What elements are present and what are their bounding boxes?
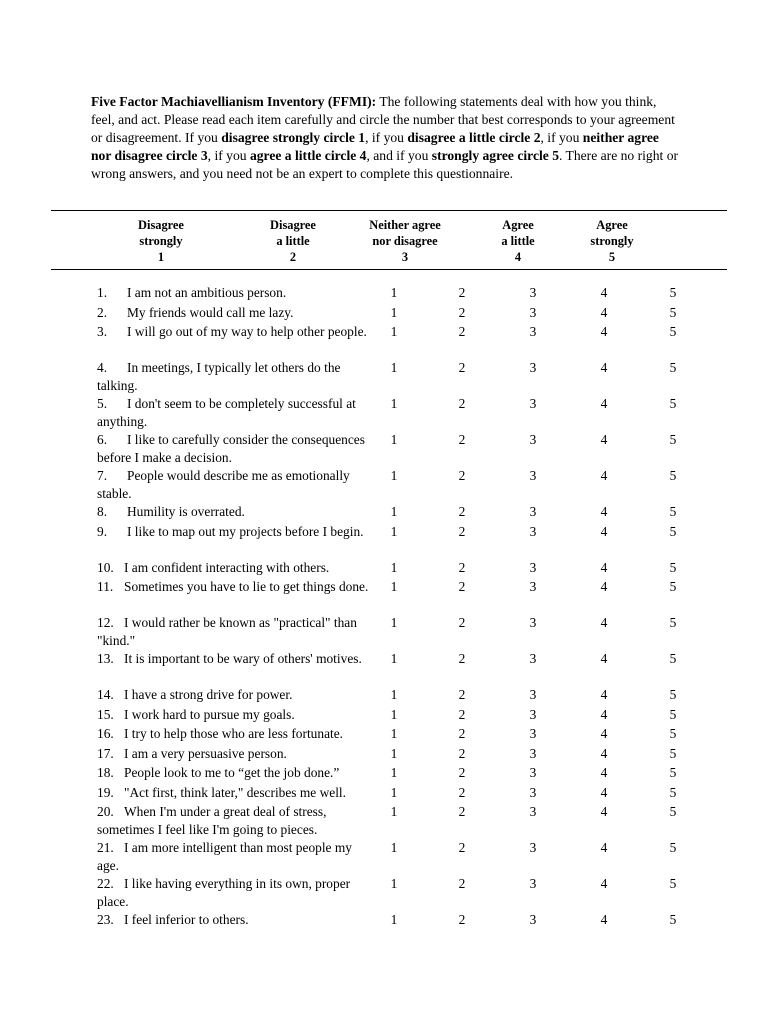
- response-option-4[interactable]: 4: [600, 504, 608, 519]
- response-option-2[interactable]: 2: [458, 304, 466, 320]
- response-option-1[interactable]: 1: [390, 687, 398, 702]
- item-row: [0, 431, 768, 467]
- response-option-2[interactable]: 2: [458, 912, 466, 927]
- response-option-5[interactable]: 5: [669, 784, 677, 800]
- item-statement: [97, 784, 377, 802]
- item-text: Humility is overrated.: [127, 504, 245, 519]
- response-option-1[interactable]: 1: [390, 523, 398, 539]
- item-row: [0, 304, 768, 324]
- item-number: 9.: [97, 523, 108, 539]
- response-option-5[interactable]: 5: [669, 559, 677, 575]
- item-text: In meetings, I typically let others do the talking.: [97, 360, 341, 393]
- item-text: "Act first, think later," describes me well.: [124, 784, 346, 800]
- response-option-5[interactable]: 5: [669, 912, 677, 927]
- response-option-3[interactable]: 3: [529, 615, 537, 630]
- response-option-3[interactable]: 3: [529, 324, 537, 339]
- item-text: People look to me to “get the job done.”: [124, 765, 340, 780]
- response-option-5[interactable]: 5: [669, 285, 677, 300]
- item-text: I work hard to pursue my goals.: [124, 706, 295, 722]
- item-statement: [97, 839, 377, 875]
- response-option-1[interactable]: 1: [390, 360, 398, 375]
- response-option-4[interactable]: 4: [600, 706, 608, 722]
- item-statement: [97, 875, 377, 911]
- response-option-4[interactable]: 4: [600, 765, 608, 780]
- response-option-4[interactable]: 4: [600, 876, 608, 891]
- item-statement: [97, 725, 377, 743]
- response-option-2[interactable]: 2: [458, 876, 466, 891]
- response-option-3[interactable]: 3: [529, 765, 537, 780]
- response-option-1[interactable]: 1: [390, 745, 398, 761]
- response-option-4[interactable]: 4: [600, 559, 608, 575]
- response-option-2[interactable]: 2: [458, 504, 466, 519]
- response-option-5[interactable]: 5: [669, 706, 677, 722]
- response-option-3[interactable]: 3: [529, 360, 537, 375]
- response-option-1[interactable]: 1: [390, 559, 398, 575]
- scale-header-1: Disagree strongly 1: [138, 218, 184, 264]
- item-row: [0, 578, 768, 614]
- response-option-5[interactable]: 5: [669, 324, 677, 339]
- response-option-2[interactable]: 2: [458, 687, 466, 702]
- response-option-4[interactable]: 4: [600, 523, 608, 539]
- response-option-3[interactable]: 3: [529, 784, 537, 800]
- item-row: [0, 503, 768, 523]
- item-row: [0, 745, 768, 765]
- item-number: 20.: [97, 804, 114, 819]
- response-option-5[interactable]: 5: [669, 876, 677, 891]
- instructions-paragraph: Five Factor Machiavellianism Inventory (FFMI): The following statements deal with how you think, feel, and act. Please read each item carefully and circle the number that best corresponds to your agreement or disagreement. If you disagree strongly circle 1, if you disagree a little circle 2, if you neither agree nor disagree circle 3, if you agree a little circle 4, and if you strongly agree circle 5. There are no right or wrong answers, and you need not be an expert to complete this questionnaire.: [91, 94, 679, 181]
- response-option-3[interactable]: 3: [529, 804, 537, 819]
- item-row: [0, 803, 768, 839]
- item-statement: [97, 578, 377, 596]
- response-option-1[interactable]: 1: [390, 324, 398, 339]
- response-option-3[interactable]: 3: [529, 579, 537, 594]
- response-option-4[interactable]: 4: [600, 360, 608, 375]
- response-option-3[interactable]: 3: [529, 745, 537, 761]
- response-option-5[interactable]: 5: [669, 615, 677, 630]
- item-number: 5.: [97, 396, 108, 411]
- response-option-2[interactable]: 2: [458, 840, 466, 855]
- response-option-2[interactable]: 2: [458, 559, 466, 575]
- scale-header-2: Disagree a little 2: [270, 218, 316, 264]
- response-option-1[interactable]: 1: [390, 804, 398, 819]
- item-number: 11.: [97, 579, 114, 594]
- item-text: When I'm under a great deal of stress, sometimes I feel like I'm going to pieces.: [97, 804, 327, 837]
- response-option-4[interactable]: 4: [600, 804, 608, 819]
- item-statement: [97, 431, 377, 467]
- response-option-1[interactable]: 1: [390, 651, 398, 666]
- response-option-4[interactable]: 4: [600, 840, 608, 855]
- scale-header-5: Agree strongly 5: [590, 218, 634, 264]
- item-statement: [97, 706, 377, 724]
- response-option-4[interactable]: 4: [600, 579, 608, 594]
- item-row: [0, 784, 768, 804]
- item-statement: [97, 304, 377, 322]
- response-option-1[interactable]: 1: [390, 304, 398, 320]
- response-option-2[interactable]: 2: [458, 651, 466, 666]
- item-number: 13.: [97, 651, 114, 666]
- item-number: 6.: [97, 432, 108, 447]
- item-number: 3.: [97, 324, 108, 339]
- response-option-4[interactable]: 4: [600, 432, 608, 447]
- response-option-2[interactable]: 2: [458, 360, 466, 375]
- response-option-3[interactable]: 3: [529, 523, 537, 539]
- item-number: 23.: [97, 912, 114, 927]
- response-option-1[interactable]: 1: [390, 706, 398, 722]
- item-number: 2.: [97, 304, 108, 320]
- item-text: I will go out of my way to help other people.: [127, 324, 367, 339]
- response-option-1[interactable]: 1: [390, 396, 398, 411]
- top-rule: [51, 210, 727, 211]
- response-option-1[interactable]: 1: [390, 726, 398, 741]
- item-row: [0, 523, 768, 559]
- response-option-3[interactable]: 3: [529, 726, 537, 741]
- response-option-3[interactable]: 3: [529, 504, 537, 519]
- item-row: [0, 323, 768, 359]
- item-number: 4.: [97, 360, 108, 375]
- response-option-2[interactable]: 2: [458, 324, 466, 339]
- item-text: I don't seem to be completely successful at anything.: [97, 396, 356, 429]
- response-option-5[interactable]: 5: [669, 468, 677, 483]
- response-option-4[interactable]: 4: [600, 651, 608, 666]
- item-number: 8.: [97, 504, 108, 519]
- item-number: 21.: [97, 840, 114, 855]
- response-option-5[interactable]: 5: [669, 360, 677, 375]
- response-option-5[interactable]: 5: [669, 840, 677, 855]
- item-text: Sometimes you have to lie to get things done.: [124, 579, 369, 594]
- response-option-3[interactable]: 3: [529, 432, 537, 447]
- response-option-2[interactable]: 2: [458, 579, 466, 594]
- response-option-2[interactable]: 2: [458, 396, 466, 411]
- item-statement: [97, 359, 377, 395]
- response-option-4[interactable]: 4: [600, 396, 608, 411]
- item-row: [0, 284, 768, 304]
- response-option-2[interactable]: 2: [458, 468, 466, 483]
- item-row: [0, 764, 768, 784]
- item-row: [0, 359, 768, 395]
- item-statement: [97, 614, 377, 650]
- response-option-3[interactable]: 3: [529, 651, 537, 666]
- item-text: I am not an ambitious person.: [127, 285, 287, 300]
- item-text: I try to help those who are less fortunate.: [124, 726, 344, 741]
- response-option-5[interactable]: 5: [669, 396, 677, 411]
- item-text: My friends would call me lazy.: [127, 304, 294, 320]
- item-statement: [97, 745, 377, 763]
- item-row: [0, 839, 768, 875]
- item-list: [0, 284, 768, 931]
- item-statement: [97, 803, 377, 839]
- item-number: 16.: [97, 726, 114, 741]
- item-text: I like having everything in its own, proper place.: [97, 876, 351, 909]
- item-row: [0, 614, 768, 650]
- item-text: I am more intelligent than most people my age.: [97, 840, 352, 873]
- response-option-3[interactable]: 3: [529, 559, 537, 575]
- response-option-1[interactable]: 1: [390, 432, 398, 447]
- response-option-5[interactable]: 5: [669, 432, 677, 447]
- response-option-2[interactable]: 2: [458, 285, 466, 300]
- item-number: 10.: [97, 559, 114, 575]
- item-statement: [97, 764, 377, 782]
- item-number: 12.: [97, 615, 114, 630]
- response-option-2[interactable]: 2: [458, 432, 466, 447]
- response-option-4[interactable]: 4: [600, 745, 608, 761]
- item-text: People would describe me as emotionally stable.: [97, 468, 350, 501]
- item-number: 17.: [97, 745, 114, 761]
- item-number: 19.: [97, 784, 114, 800]
- item-text: I like to carefully consider the consequences before I make a decision.: [97, 432, 365, 465]
- response-option-1[interactable]: 1: [390, 615, 398, 630]
- response-option-3[interactable]: 3: [529, 396, 537, 411]
- item-statement: [97, 323, 377, 341]
- item-text: It is important to be wary of others' motives.: [124, 651, 362, 666]
- response-option-4[interactable]: 4: [600, 324, 608, 339]
- response-option-1[interactable]: 1: [390, 765, 398, 780]
- response-option-5[interactable]: 5: [669, 304, 677, 320]
- response-option-5[interactable]: 5: [669, 579, 677, 594]
- response-option-4[interactable]: 4: [600, 784, 608, 800]
- response-option-4[interactable]: 4: [600, 304, 608, 320]
- item-statement: [97, 467, 377, 503]
- item-statement: [97, 911, 377, 929]
- response-option-3[interactable]: 3: [529, 876, 537, 891]
- response-option-3[interactable]: 3: [529, 687, 537, 702]
- response-option-5[interactable]: 5: [669, 523, 677, 539]
- item-row: [0, 706, 768, 726]
- item-text: I have a strong drive for power.: [124, 687, 293, 702]
- item-row: [0, 911, 768, 931]
- response-option-4[interactable]: 4: [600, 687, 608, 702]
- response-option-2[interactable]: 2: [458, 615, 466, 630]
- response-option-4[interactable]: 4: [600, 285, 608, 300]
- response-option-2[interactable]: 2: [458, 523, 466, 539]
- response-option-3[interactable]: 3: [529, 706, 537, 722]
- item-row: [0, 725, 768, 745]
- response-option-4[interactable]: 4: [600, 468, 608, 483]
- response-option-5[interactable]: 5: [669, 687, 677, 702]
- response-option-2[interactable]: 2: [458, 804, 466, 819]
- response-option-5[interactable]: 5: [669, 745, 677, 761]
- item-text: I am a very persuasive person.: [124, 745, 287, 761]
- item-row: [0, 559, 768, 579]
- scale-header-3: Neither agree nor disagree 3: [369, 218, 441, 264]
- item-number: 1.: [97, 285, 108, 300]
- header-bottom-rule: [51, 269, 727, 270]
- item-number: 22.: [97, 876, 114, 891]
- response-option-1[interactable]: 1: [390, 285, 398, 300]
- item-number: 18.: [97, 765, 114, 780]
- response-option-2[interactable]: 2: [458, 765, 466, 780]
- item-statement: [97, 559, 377, 577]
- response-option-3[interactable]: 3: [529, 840, 537, 855]
- response-option-5[interactable]: 5: [669, 765, 677, 780]
- item-statement: [97, 395, 377, 431]
- response-option-3[interactable]: 3: [529, 912, 537, 927]
- item-row: [0, 686, 768, 706]
- item-text: I feel inferior to others.: [124, 912, 249, 927]
- response-option-1[interactable]: 1: [390, 468, 398, 483]
- response-option-1[interactable]: 1: [390, 840, 398, 855]
- item-row: [0, 650, 768, 686]
- response-option-3[interactable]: 3: [529, 468, 537, 483]
- response-option-1[interactable]: 1: [390, 504, 398, 519]
- item-statement: [97, 284, 377, 302]
- item-statement: [97, 503, 377, 521]
- response-option-5[interactable]: 5: [669, 804, 677, 819]
- response-option-4[interactable]: 4: [600, 726, 608, 741]
- response-option-2[interactable]: 2: [458, 726, 466, 741]
- item-text: I like to map out my projects before I begin.: [127, 523, 364, 539]
- response-option-5[interactable]: 5: [669, 651, 677, 666]
- item-row: [0, 875, 768, 911]
- response-option-3[interactable]: 3: [529, 304, 537, 320]
- response-option-4[interactable]: 4: [600, 912, 608, 927]
- item-number: 7.: [97, 468, 108, 483]
- response-option-2[interactable]: 2: [458, 745, 466, 761]
- item-text: I am confident interacting with others.: [124, 559, 330, 575]
- scale-header-4: Agree a little 4: [501, 218, 535, 264]
- inventory-title: Five Factor Machiavellianism Inventory (FFMI):: [91, 94, 377, 109]
- response-option-1[interactable]: 1: [390, 784, 398, 800]
- item-statement: [97, 686, 377, 704]
- item-statement: [97, 523, 377, 541]
- item-text: I would rather be known as "practical" than "kind.": [97, 615, 357, 648]
- response-option-3[interactable]: 3: [529, 285, 537, 300]
- response-option-1[interactable]: 1: [390, 876, 398, 891]
- item-number: 14.: [97, 687, 114, 702]
- response-option-5[interactable]: 5: [669, 504, 677, 519]
- item-row: [0, 395, 768, 431]
- item-statement: [97, 650, 377, 668]
- response-option-2[interactable]: 2: [458, 706, 466, 722]
- response-option-4[interactable]: 4: [600, 615, 608, 630]
- response-option-2[interactable]: 2: [458, 784, 466, 800]
- response-option-1[interactable]: 1: [390, 912, 398, 927]
- response-option-5[interactable]: 5: [669, 726, 677, 741]
- response-option-1[interactable]: 1: [390, 579, 398, 594]
- item-number: 15.: [97, 706, 114, 722]
- item-row: [0, 467, 768, 503]
